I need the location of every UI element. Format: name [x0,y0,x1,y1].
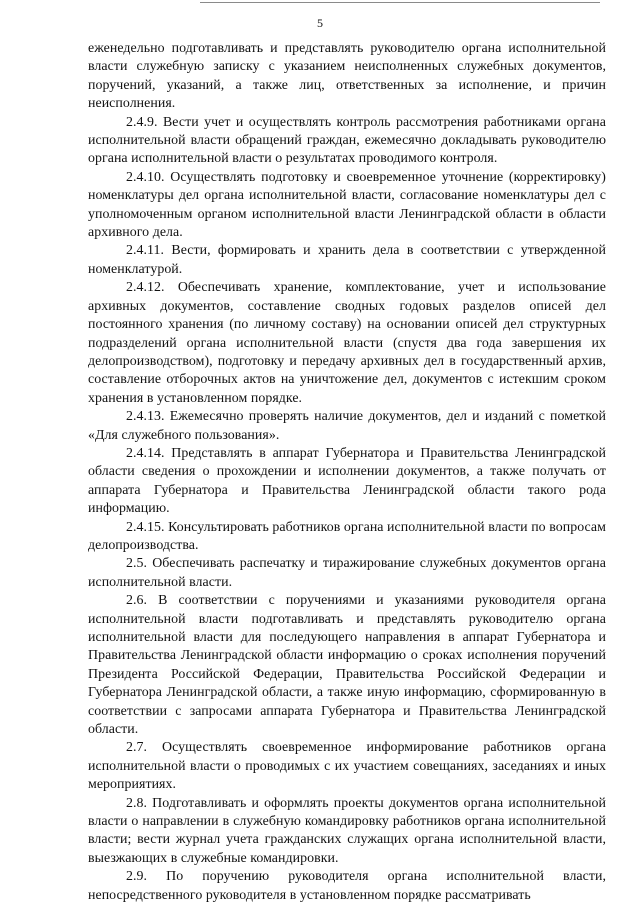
paragraph-text: Обеспечивать хранение, комплектование, учет и использование архивных документов, составление сводных годовых разделов описей дел постоянного хранения (по личному составу) на основании описей дел структурных подразделений органа исполнительной власти (спустя два года завершения их делопроизводством), подготовку и передачу архивных дел в государственный архив, составление отборочных актов на уничтожение дел, документов с истекшим сроком хранения в установленном порядке. [88,280,606,406]
paragraph-2-4-9 [88,114,606,169]
paragraph-text: Вести учет и осуществлять контроль рассмотрения работниками органа исполнительной власти обращений граждан, ежемесячно докладывать руководителю органа исполнительной власти о результатах проводимого контроля. [88,114,607,167]
paragraph-text: Консультировать работников органа исполнительной власти по вопросам делопроизводства. [88,519,606,553]
paragraph-2-4-10 [88,169,606,243]
paragraph-number: 2.6. [126,593,148,609]
paragraph-text: Подготавливать и оформлять проекты документов органа исполнительной власти о направлении в служебную командировку работников органа исполнительной власти; вести журнал учета гражданских служащих органа исполнительной власти, выезжающих в служебные командировки. [88,795,606,866]
paragraph-2-4-13 [88,408,606,445]
paragraph-text: Ежемесячно проверять наличие документов, дел и изданий с пометкой «Для служебного пользования». [88,409,606,443]
paragraph-2-6 [88,592,606,739]
paragraph-text: По поручению руководителя органа исполнительной власти, непосредственного руководителя в установленном порядке рассматривать [88,869,606,903]
paragraph-continuation [88,40,606,114]
paragraph-2-4-11 [88,242,606,279]
document-body [88,40,606,905]
paragraph-2-5 [88,555,606,592]
top-rule [200,2,600,3]
paragraph-2-4-15 [88,519,606,556]
paragraph-2-4-12 [88,279,606,408]
paragraph-number: 2.4.9. [126,114,158,130]
paragraph-2-7 [88,739,606,794]
paragraph-2-9 [88,868,606,905]
paragraph-text: еженедельно подготавливать и представлять руководителю органа исполнительной власти служебную записку с указанием неисполненных служебных документов, поручений, указаний, а также лиц, ответственных за исполнение, и причин неисполнения. [88,41,606,112]
paragraph-2-4-14 [88,445,606,519]
paragraph-2-8 [88,795,606,869]
page-number: 5 [317,16,323,30]
paragraph-number: 2.4.13. [126,409,165,425]
paragraph-number: 2.4.14. [126,445,165,461]
paragraph-number: 2.4.11. [126,243,165,259]
paragraph-text: Осуществлять своевременное информирование работников органа исполнительной власти о проводимых с их участием совещаниях, заседаниях и иных мероприятиях. [88,740,606,793]
paragraph-number: 2.5. [126,556,148,572]
paragraph-text: Вести, формировать и хранить дела в соответствии с утвержденной номенклатурой. [88,243,606,277]
paragraph-number: 2.4.15. [126,519,165,535]
paragraph-number: 2.4.10. [126,169,165,185]
paragraph-text: В соответствии с поручениями и указаниями руководителя органа исполнительной власти подготавливать и представлять руководителю органа исполнительной власти для последующего направления в аппарат Губернатора и Правительства Ленинградской области информацию о сроках исполнения поручений Президента Российской Федерации, Правительства Российской Федерации и Губернатора Ленинградской области, а также иную информацию, сформированную в соответствии с запросами аппарата Губернатора и Правительства Ленинградской области. [88,593,606,738]
paragraph-text: Представлять в аппарат Губернатора и Правительства Ленинградской области сведения о прохождении и исполнении документов, а также получать от аппарата Губернатора и Правительства Ленинградской области такого рода информацию. [88,445,606,517]
paragraph-number: 2.9. [126,869,148,885]
paragraph-number: 2.7. [126,740,148,756]
paragraph-number: 2.4.12. [126,280,165,296]
paragraph-number: 2.8. [126,795,148,811]
paragraph-text: Осуществлять подготовку и своевременное уточнение (корректировку) номенклатуры дел органа исполнительной власти, согласование номенклатуры дел с уполномоченным органом исполнительной власти Ленинградской области в области архивного дела. [88,169,606,241]
paragraph-text: Обеспечивать распечатку и тиражирование служебных документов органа исполнительной власти. [88,556,606,590]
